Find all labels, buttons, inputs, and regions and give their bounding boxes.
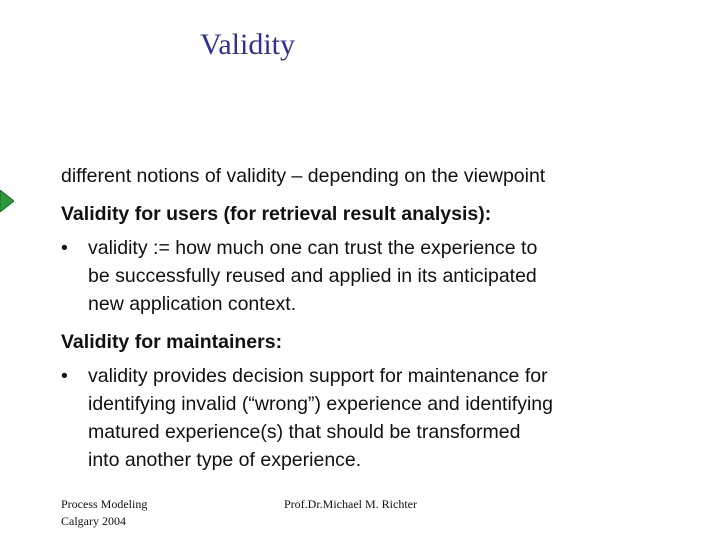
bullet-icon: • xyxy=(61,365,68,387)
footer-course-name: Process Modeling xyxy=(61,497,148,511)
footer-author-name: Prof.Dr.Michael M. Richter xyxy=(284,497,417,511)
intro-text: different notions of validity – depending on the viewpoint xyxy=(61,165,546,187)
bullet-line: be successfully reused and applied in its anticipated xyxy=(88,265,537,287)
bullet-item-users xyxy=(61,234,701,318)
slide-title: Validity xyxy=(200,28,295,61)
bullet-icon: • xyxy=(61,237,68,259)
footer-course-location: Calgary 2004 xyxy=(61,514,126,528)
bullet-line: new application context. xyxy=(88,293,297,315)
navigation-arrow-icon[interactable] xyxy=(0,190,14,212)
bullet-line: validity := how much one can trust the experience to xyxy=(88,237,538,259)
bullet-line: into another type of experience. xyxy=(88,449,362,471)
footer-course-info xyxy=(61,496,147,530)
footer-author xyxy=(284,496,417,513)
bullet-line: identifying invalid (“wrong”) experience and identifying xyxy=(88,393,554,415)
section-heading-users: Validity for users (for retrieval result analysis): xyxy=(61,203,492,225)
bullet-item-maintainers xyxy=(61,362,701,474)
bullet-line: validity provides decision support for maintenance for xyxy=(88,365,548,387)
section-heading-maintainers: Validity for maintainers: xyxy=(61,331,283,353)
bullet-line: matured experience(s) that should be transformed xyxy=(88,421,521,443)
slide-body xyxy=(61,162,701,474)
